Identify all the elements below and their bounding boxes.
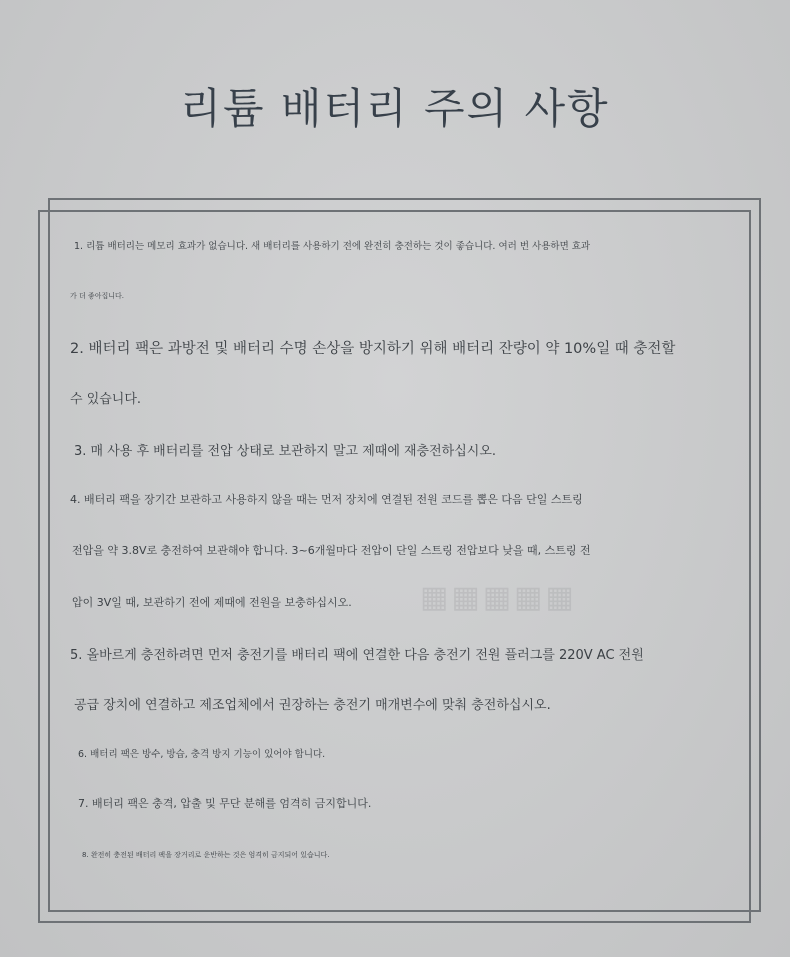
precaution-1-line-2: 가 더 좋아집니다. (70, 292, 125, 300)
page-title: 리튬 배터리 주의 사항 (180, 84, 610, 133)
precaution-2-line-1: 2. 배터리 팩은 과방전 및 배터리 수명 손상을 방지하기 위해 배터리 잔량이 약 10%일 때 충전할 (70, 341, 676, 357)
precaution-4-line-3: 압이 3V일 때, 보관하기 전에 제때에 전원을 보충하십시오. (72, 596, 352, 609)
precaution-4-line-1: 4. 배터리 팩을 장기간 보관하고 사용하지 않을 때는 먼저 장치에 연결된 전원 코드를 뽑은 다음 단일 스트링 (70, 493, 583, 506)
precaution-1-line-1: 1. 리튬 배터리는 메모리 효과가 없습니다. 새 배터리를 사용하기 전에 완전히 충전하는 것이 좋습니다. 여러 번 사용하면 효과 (74, 241, 591, 252)
watermark-logo: ▦▦▦▦▦ (420, 580, 577, 615)
precaution-6: 6. 배터리 팩은 방수, 방습, 충격 방지 기능이 있어야 합니다. (78, 749, 326, 760)
precaution-5-line-2: 공급 장치에 연결하고 제조업체에서 권장하는 충전기 매개변수에 맞춰 충전하십시오. (74, 698, 551, 713)
precaution-8: 8. 완전히 충전된 배터리 팩을 장거리로 운반하는 것은 엄격히 금지되어 있습니다. (82, 851, 330, 859)
precaution-7: 7. 배터리 팩은 충격, 압출 및 무단 분해를 엄격히 금지합니다. (78, 797, 372, 810)
precaution-5-line-1: 5. 올바르게 충전하려면 먼저 충전기를 배터리 팩에 연결한 다음 충전기 전원 플러그를 220V AC 전원 (70, 648, 644, 663)
precaution-3: 3. 매 사용 후 배터리를 전압 상태로 보관하지 말고 제때에 재충전하십시오. (74, 444, 497, 459)
precaution-4-line-2: 전압을 약 3.8V로 충전하여 보관해야 합니다. 3~6개월마다 전압이 단일 스트링 전압보다 낮을 때, 스트링 전 (72, 544, 591, 557)
precaution-2-line-2: 수 있습니다. (70, 392, 142, 407)
